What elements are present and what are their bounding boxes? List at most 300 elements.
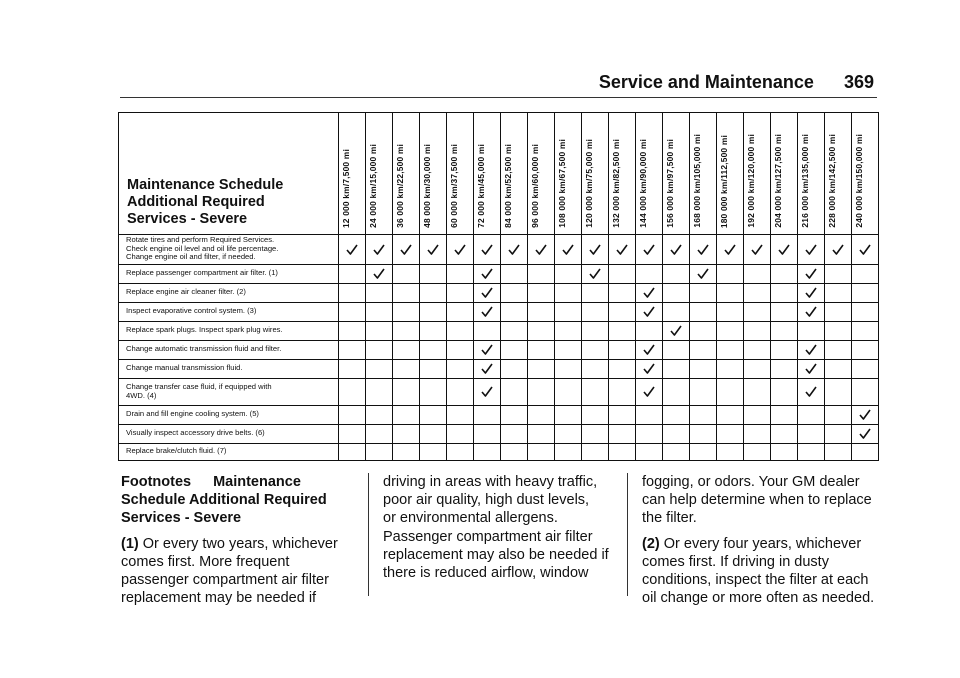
check-cell <box>393 341 420 360</box>
check-cell <box>366 303 393 322</box>
check-cell <box>663 303 690 322</box>
check-cell <box>393 406 420 425</box>
check-cell <box>582 406 609 425</box>
interval-label: 216 000 km/135,000 mi <box>800 134 810 228</box>
check-cell <box>339 303 366 322</box>
checkmark-icon <box>589 244 601 255</box>
heading-line: Schedule Additional Required <box>121 492 327 509</box>
check-cell <box>771 303 798 322</box>
check-cell <box>636 322 663 341</box>
footnote-text-line: Passenger compartment air filter <box>383 528 593 545</box>
footnote-text-line: can help determine when to replace <box>642 492 872 509</box>
checkmark-icon <box>778 244 790 255</box>
check-cell <box>636 379 663 406</box>
service-description <box>119 322 339 341</box>
check-cell <box>528 360 555 379</box>
check-cell <box>555 322 582 341</box>
check-cell <box>555 425 582 444</box>
check-cell <box>447 265 474 284</box>
check-cell <box>798 322 825 341</box>
checkmark-icon <box>643 244 655 255</box>
interval-label: 180 000 km/112,500 mi <box>719 134 729 228</box>
interval-header <box>393 113 420 235</box>
check-cell <box>474 341 501 360</box>
check-cell <box>528 406 555 425</box>
check-cell <box>771 265 798 284</box>
service-line: Change manual transmission fluid. <box>126 363 243 373</box>
check-cell <box>636 444 663 461</box>
checkmark-icon <box>535 244 547 255</box>
check-cell <box>690 425 717 444</box>
check-cell <box>636 284 663 303</box>
check-cell <box>744 322 771 341</box>
check-cell <box>744 425 771 444</box>
interval-label: 144 000 km/90,000 mi <box>638 139 648 228</box>
footnote-text-line: or environmental allergens. <box>383 510 558 527</box>
check-cell <box>663 284 690 303</box>
check-cell <box>825 322 852 341</box>
check-cell <box>474 322 501 341</box>
table-title-line: Additional Required <box>127 194 265 210</box>
footnote-ref: (1) <box>121 535 139 552</box>
checkmark-icon <box>724 244 736 255</box>
check-cell <box>690 444 717 461</box>
interval-label: 84 000 km/52,500 mi <box>503 144 513 228</box>
check-cell <box>447 284 474 303</box>
checkmark-icon <box>454 244 466 255</box>
service-line: Visually inspect accessory drive belts. (6) <box>126 428 265 438</box>
check-cell <box>852 444 879 461</box>
check-cell <box>690 265 717 284</box>
interval-header <box>609 113 636 235</box>
check-cell <box>339 360 366 379</box>
check-cell <box>582 360 609 379</box>
check-cell <box>582 303 609 322</box>
table-row <box>119 284 879 303</box>
check-cell <box>852 425 879 444</box>
check-cell <box>501 235 528 265</box>
check-cell <box>420 406 447 425</box>
check-cell <box>366 322 393 341</box>
checkmark-icon <box>805 363 817 374</box>
interval-label: 156 000 km/97,500 mi <box>665 139 675 228</box>
check-cell <box>825 406 852 425</box>
table-row <box>119 425 879 444</box>
service-description <box>119 235 339 265</box>
check-cell <box>717 379 744 406</box>
check-cell <box>474 379 501 406</box>
checkmark-icon <box>373 268 385 279</box>
check-cell <box>393 322 420 341</box>
interval-label: 120 000 km/75,000 mi <box>584 139 594 228</box>
check-cell <box>852 265 879 284</box>
check-cell <box>744 360 771 379</box>
check-cell <box>717 360 744 379</box>
heading-line: Services - Severe <box>121 510 242 527</box>
footnote-text-line: fogging, or odors. Your GM dealer <box>642 474 860 490</box>
checkmark-icon <box>481 268 493 279</box>
checkmark-icon <box>643 306 655 317</box>
check-cell <box>636 425 663 444</box>
table-row <box>119 406 879 425</box>
check-cell <box>690 360 717 379</box>
check-cell <box>852 303 879 322</box>
check-cell <box>447 341 474 360</box>
check-cell <box>582 265 609 284</box>
table-row <box>119 265 879 284</box>
check-cell <box>690 303 717 322</box>
checkmark-icon <box>805 244 817 255</box>
checkmark-icon <box>859 428 871 439</box>
check-cell <box>798 425 825 444</box>
check-cell <box>636 303 663 322</box>
interval-header <box>798 113 825 235</box>
check-cell <box>771 379 798 406</box>
check-cell <box>420 322 447 341</box>
check-cell <box>690 284 717 303</box>
service-line: Replace spark plugs. Inspect spark plug wires. <box>126 325 283 335</box>
checkmark-icon <box>481 344 493 355</box>
interval-label: 240 000 km/150,000 mi <box>854 134 864 228</box>
check-cell <box>798 406 825 425</box>
check-cell <box>609 284 636 303</box>
check-cell <box>744 406 771 425</box>
check-cell <box>852 360 879 379</box>
check-cell <box>474 284 501 303</box>
check-cell <box>636 265 663 284</box>
column-divider <box>627 473 628 596</box>
checkmark-icon <box>751 244 763 255</box>
page-header <box>0 72 874 94</box>
interval-header <box>825 113 852 235</box>
check-cell <box>420 303 447 322</box>
footnotes-column-1 <box>121 473 351 607</box>
check-cell <box>717 425 744 444</box>
check-cell <box>555 444 582 461</box>
check-cell <box>420 425 447 444</box>
interval-label: 132 000 km/82,500 mi <box>611 139 621 228</box>
check-cell <box>447 406 474 425</box>
footnote-text-line: comes first. If driving in dusty <box>642 553 829 570</box>
footnote-1-continued <box>383 473 615 582</box>
check-cell <box>636 360 663 379</box>
check-cell <box>393 425 420 444</box>
check-cell <box>717 406 744 425</box>
check-cell <box>501 341 528 360</box>
interval-header <box>852 113 879 235</box>
check-cell <box>663 265 690 284</box>
service-description <box>119 360 339 379</box>
check-cell <box>852 235 879 265</box>
check-cell <box>501 444 528 461</box>
check-cell <box>393 379 420 406</box>
check-cell <box>798 265 825 284</box>
checkmark-icon <box>859 409 871 420</box>
check-cell <box>771 322 798 341</box>
service-description <box>119 341 339 360</box>
check-cell <box>420 444 447 461</box>
check-cell <box>852 406 879 425</box>
interval-header <box>447 113 474 235</box>
check-cell <box>528 379 555 406</box>
check-cell <box>555 360 582 379</box>
check-cell <box>744 379 771 406</box>
interval-label: 204 000 km/127,500 mi <box>773 134 783 228</box>
checkmark-icon <box>643 344 655 355</box>
check-cell <box>582 284 609 303</box>
check-cell <box>339 265 366 284</box>
checkmark-icon <box>697 244 709 255</box>
table-row <box>119 322 879 341</box>
service-line: Change automatic transmission fluid and filter. <box>126 344 282 354</box>
interval-label: 72 000 km/45,000 mi <box>476 144 486 228</box>
check-cell <box>555 265 582 284</box>
check-cell <box>447 322 474 341</box>
table-row <box>119 303 879 322</box>
footnote-text-line: replacement may also be needed if <box>383 546 609 563</box>
check-cell <box>501 303 528 322</box>
check-cell <box>690 235 717 265</box>
check-cell <box>447 360 474 379</box>
interval-label: 48 000 km/30,000 mi <box>422 144 432 228</box>
checkmark-icon <box>805 287 817 298</box>
check-cell <box>420 341 447 360</box>
checkmark-icon <box>373 244 385 255</box>
check-cell <box>771 444 798 461</box>
check-cell <box>339 284 366 303</box>
interval-header <box>717 113 744 235</box>
service-description <box>119 284 339 303</box>
check-cell <box>447 379 474 406</box>
check-cell <box>393 265 420 284</box>
check-cell <box>825 444 852 461</box>
check-cell <box>474 303 501 322</box>
checkmark-icon <box>805 344 817 355</box>
check-cell <box>825 265 852 284</box>
service-line: Change engine oil and filter, if needed. <box>126 252 256 262</box>
interval-label: 12 000 km/7,500 mi <box>341 148 351 228</box>
check-cell <box>609 322 636 341</box>
checkmark-icon <box>616 244 628 255</box>
service-description <box>119 406 339 425</box>
check-cell <box>582 379 609 406</box>
footnotes-heading <box>121 473 351 528</box>
check-cell <box>663 341 690 360</box>
check-cell <box>339 406 366 425</box>
checkmark-icon <box>589 268 601 279</box>
table-title-line: Maintenance Schedule <box>127 177 284 193</box>
check-cell <box>663 235 690 265</box>
interval-label: 36 000 km/22,500 mi <box>395 144 405 228</box>
check-cell <box>474 265 501 284</box>
interval-header <box>339 113 366 235</box>
check-cell <box>528 235 555 265</box>
check-cell <box>366 360 393 379</box>
footnote-text-line: the filter. <box>642 510 697 527</box>
check-cell <box>609 425 636 444</box>
check-cell <box>663 360 690 379</box>
checkmark-icon <box>805 306 817 317</box>
check-cell <box>852 341 879 360</box>
check-cell <box>339 235 366 265</box>
check-cell <box>798 235 825 265</box>
checkmark-icon <box>400 244 412 255</box>
footnote-text-line: Or every two years, whichever <box>138 535 338 552</box>
checkmark-icon <box>697 268 709 279</box>
footnote-text-line: there is reduced airflow, window <box>383 565 589 582</box>
checkmark-icon <box>805 386 817 397</box>
service-line: Change transfer case fluid, if equipped with <box>126 381 272 391</box>
check-cell <box>636 406 663 425</box>
service-description <box>119 265 339 284</box>
checkmark-icon <box>427 244 439 255</box>
interval-header <box>420 113 447 235</box>
service-description <box>119 425 339 444</box>
check-cell <box>744 303 771 322</box>
check-cell <box>690 341 717 360</box>
check-cell <box>771 284 798 303</box>
check-cell <box>771 360 798 379</box>
check-cell <box>420 284 447 303</box>
check-cell <box>663 425 690 444</box>
check-cell <box>393 360 420 379</box>
heading-word: Footnotes <box>121 474 192 490</box>
check-cell <box>609 379 636 406</box>
check-cell <box>393 303 420 322</box>
checkmark-icon <box>832 244 844 255</box>
interval-header <box>636 113 663 235</box>
checkmark-icon <box>643 386 655 397</box>
column-divider <box>368 473 369 596</box>
check-cell <box>690 322 717 341</box>
check-cell <box>528 284 555 303</box>
footnote-1-end <box>642 473 882 528</box>
check-cell <box>447 444 474 461</box>
check-cell <box>393 235 420 265</box>
check-cell <box>744 265 771 284</box>
check-cell <box>609 265 636 284</box>
check-cell <box>339 444 366 461</box>
check-cell <box>555 235 582 265</box>
service-line: Drain and fill engine cooling system. (5) <box>126 409 259 419</box>
header-rule <box>120 97 877 98</box>
interval-header <box>366 113 393 235</box>
footnote-ref: (2) <box>642 535 660 552</box>
footnote-1 <box>121 535 351 608</box>
check-cell <box>420 379 447 406</box>
interval-header <box>690 113 717 235</box>
check-cell <box>798 303 825 322</box>
check-cell <box>852 284 879 303</box>
check-cell <box>528 322 555 341</box>
check-cell <box>339 379 366 406</box>
footnote-text-line: oil change or more often as needed. <box>642 590 875 607</box>
check-cell <box>447 235 474 265</box>
check-cell <box>393 444 420 461</box>
check-cell <box>825 360 852 379</box>
check-cell <box>501 284 528 303</box>
check-cell <box>690 406 717 425</box>
service-line: Check engine oil level and oil life percentage. <box>126 243 279 253</box>
checkmark-icon <box>346 244 358 255</box>
check-cell <box>798 341 825 360</box>
check-cell <box>798 444 825 461</box>
check-cell <box>501 406 528 425</box>
check-cell <box>555 303 582 322</box>
checkmark-icon <box>481 363 493 374</box>
check-cell <box>852 379 879 406</box>
check-cell <box>528 265 555 284</box>
check-cell <box>474 360 501 379</box>
check-cell <box>555 284 582 303</box>
interval-label: 108 000 km/67,500 mi <box>557 139 567 228</box>
check-cell <box>717 444 744 461</box>
check-cell <box>528 444 555 461</box>
check-cell <box>501 379 528 406</box>
footnote-text-line: poor air quality, high dust levels, <box>383 492 590 509</box>
check-cell <box>501 360 528 379</box>
check-cell <box>447 303 474 322</box>
checkmark-icon <box>481 306 493 317</box>
check-cell <box>474 235 501 265</box>
table-row <box>119 341 879 360</box>
checkmark-icon <box>508 244 520 255</box>
check-cell <box>636 235 663 265</box>
checkmark-icon <box>481 244 493 255</box>
interval-label: 60 000 km/37,500 mi <box>449 144 459 228</box>
interval-label: 168 000 km/105,000 mi <box>692 134 702 228</box>
check-cell <box>474 444 501 461</box>
check-cell <box>339 341 366 360</box>
check-cell <box>339 425 366 444</box>
check-cell <box>501 425 528 444</box>
table-header-row <box>119 113 879 235</box>
check-cell <box>771 425 798 444</box>
service-description <box>119 444 339 461</box>
table-body <box>119 235 879 461</box>
page-number: 369 <box>843 72 874 92</box>
interval-header <box>474 113 501 235</box>
footnote-text-line: replacement may be needed if <box>121 590 317 607</box>
check-cell <box>663 444 690 461</box>
maintenance-schedule-table <box>118 112 879 461</box>
check-cell <box>501 265 528 284</box>
check-cell <box>717 303 744 322</box>
table-row <box>119 360 879 379</box>
interval-header <box>771 113 798 235</box>
check-cell <box>366 284 393 303</box>
check-cell <box>393 284 420 303</box>
service-line: Replace engine air cleaner filter. (2) <box>126 287 246 297</box>
check-cell <box>366 444 393 461</box>
check-cell <box>528 341 555 360</box>
check-cell <box>771 341 798 360</box>
table-title <box>119 113 339 235</box>
check-cell <box>555 379 582 406</box>
check-cell <box>555 406 582 425</box>
checkmark-icon <box>805 268 817 279</box>
check-cell <box>582 425 609 444</box>
check-cell <box>447 425 474 444</box>
footnote-text-line: driving in areas with heavy traffic, <box>383 474 598 490</box>
check-cell <box>744 444 771 461</box>
checkmark-icon <box>481 287 493 298</box>
check-cell <box>717 235 744 265</box>
check-cell <box>798 379 825 406</box>
table-row <box>119 444 879 461</box>
footnote-text-line: conditions, inspect the filter at each <box>642 572 869 589</box>
check-cell <box>825 284 852 303</box>
